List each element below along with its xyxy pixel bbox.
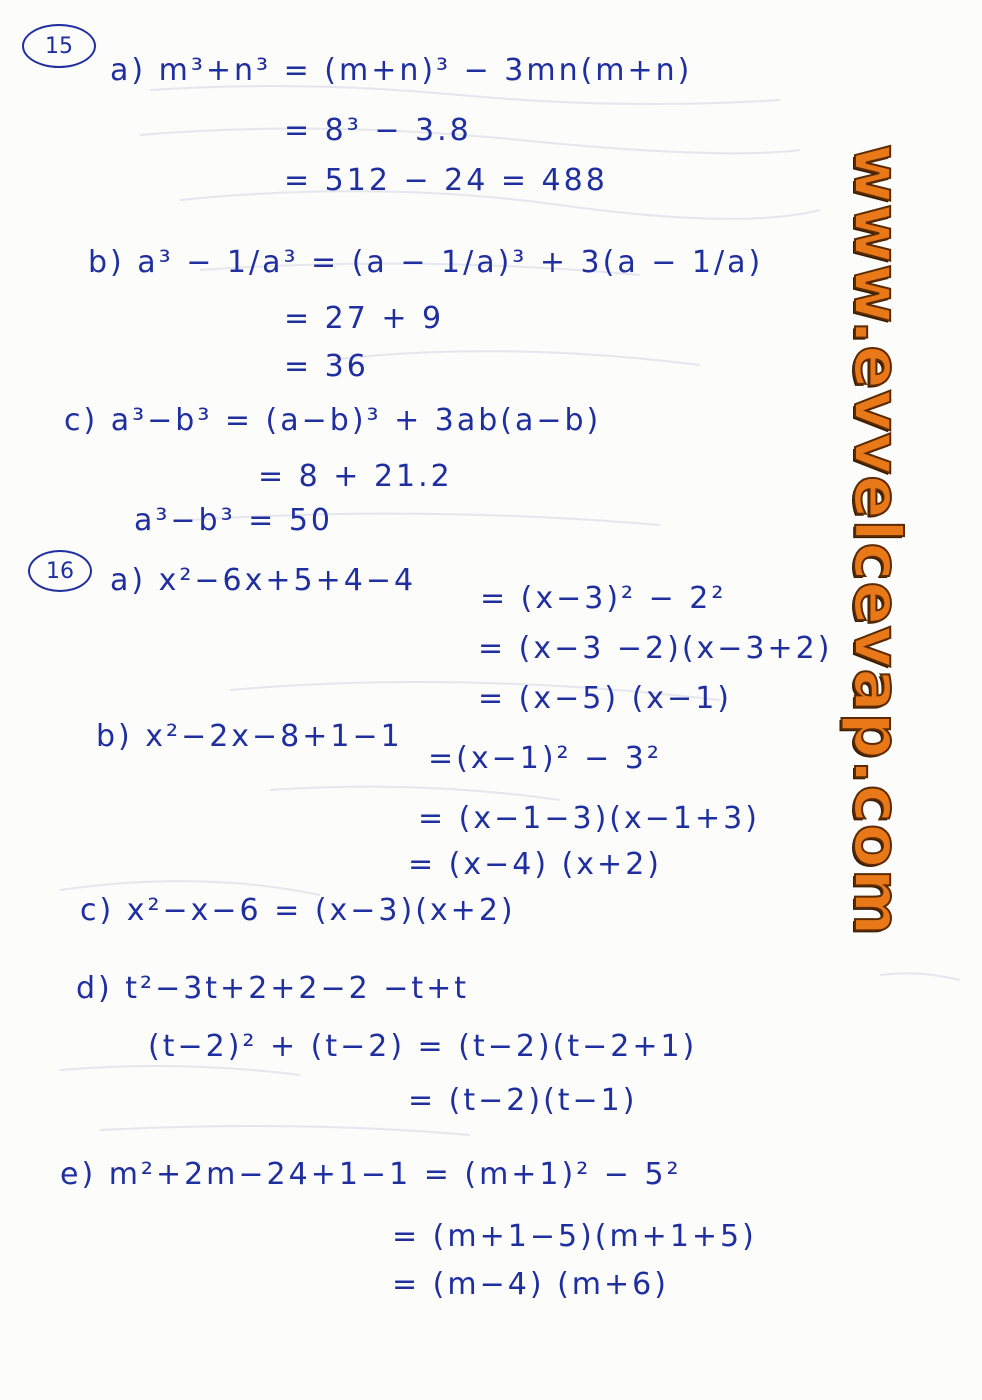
q16-b-line1: b) x²−2x−8+1−1 xyxy=(96,719,403,754)
q16-e-line1: e) m²+2m−24+1−1 = (m+1)² − 5² xyxy=(60,1157,682,1192)
site-watermark: www.evvelcevap.com xyxy=(839,143,913,937)
q16-e-line3: = (m−4) (m+6) xyxy=(392,1267,669,1302)
q16-d-line3: = (t−2)(t−1) xyxy=(408,1083,638,1118)
q16-a-line2: = (x−3 −2)(x−3+2) xyxy=(478,631,833,666)
question-16-number-text: 16 xyxy=(46,558,74,584)
q15-a-line3: = 512 − 24 = 488 xyxy=(284,163,608,198)
q15-c-line2: = 8 + 21.2 xyxy=(258,459,453,494)
q15-a-line1: a) m³+n³ = (m+n)³ − 3mn(m+n) xyxy=(110,53,693,88)
q16-d-line2: (t−2)² + (t−2) = (t−2)(t−2+1) xyxy=(148,1029,698,1064)
question-15-number-text: 15 xyxy=(45,33,73,59)
q15-b-line2: = 27 + 9 xyxy=(284,301,445,336)
q16-a-line1-rhs: = (x−3)² − 2² xyxy=(480,581,727,616)
q16-a-line3: = (x−5) (x−1) xyxy=(478,681,732,716)
q15-b-line1: b) a³ − 1/a³ = (a − 1/a)³ + 3(a − 1/a) xyxy=(88,245,764,280)
question-15-number xyxy=(22,24,96,68)
q16-b-line2: = (x−1−3)(x−1+3) xyxy=(418,801,760,836)
q16-d-line1: d) t²−3t+2+2−2 −t+t xyxy=(76,971,470,1006)
q16-b-line3: = (x−4) (x+2) xyxy=(408,847,662,882)
q15-c-line1: c) a³−b³ = (a−b)³ + 3ab(a−b) xyxy=(64,403,602,438)
q16-a-line1: a) x²−6x+5+4−4 xyxy=(110,563,417,598)
q16-c-line1: c) x²−x−6 = (x−3)(x+2) xyxy=(80,893,516,928)
q16-b-line1-rhs: =(x−1)² − 3² xyxy=(428,741,662,776)
question-16-number xyxy=(28,550,92,592)
q15-c-line3: a³−b³ = 50 xyxy=(134,503,333,538)
q15-b-line3: = 36 xyxy=(284,349,369,384)
q16-e-line2: = (m+1−5)(m+1+5) xyxy=(392,1219,757,1254)
q15-a-line2: = 8³ − 3.8 xyxy=(284,113,472,148)
